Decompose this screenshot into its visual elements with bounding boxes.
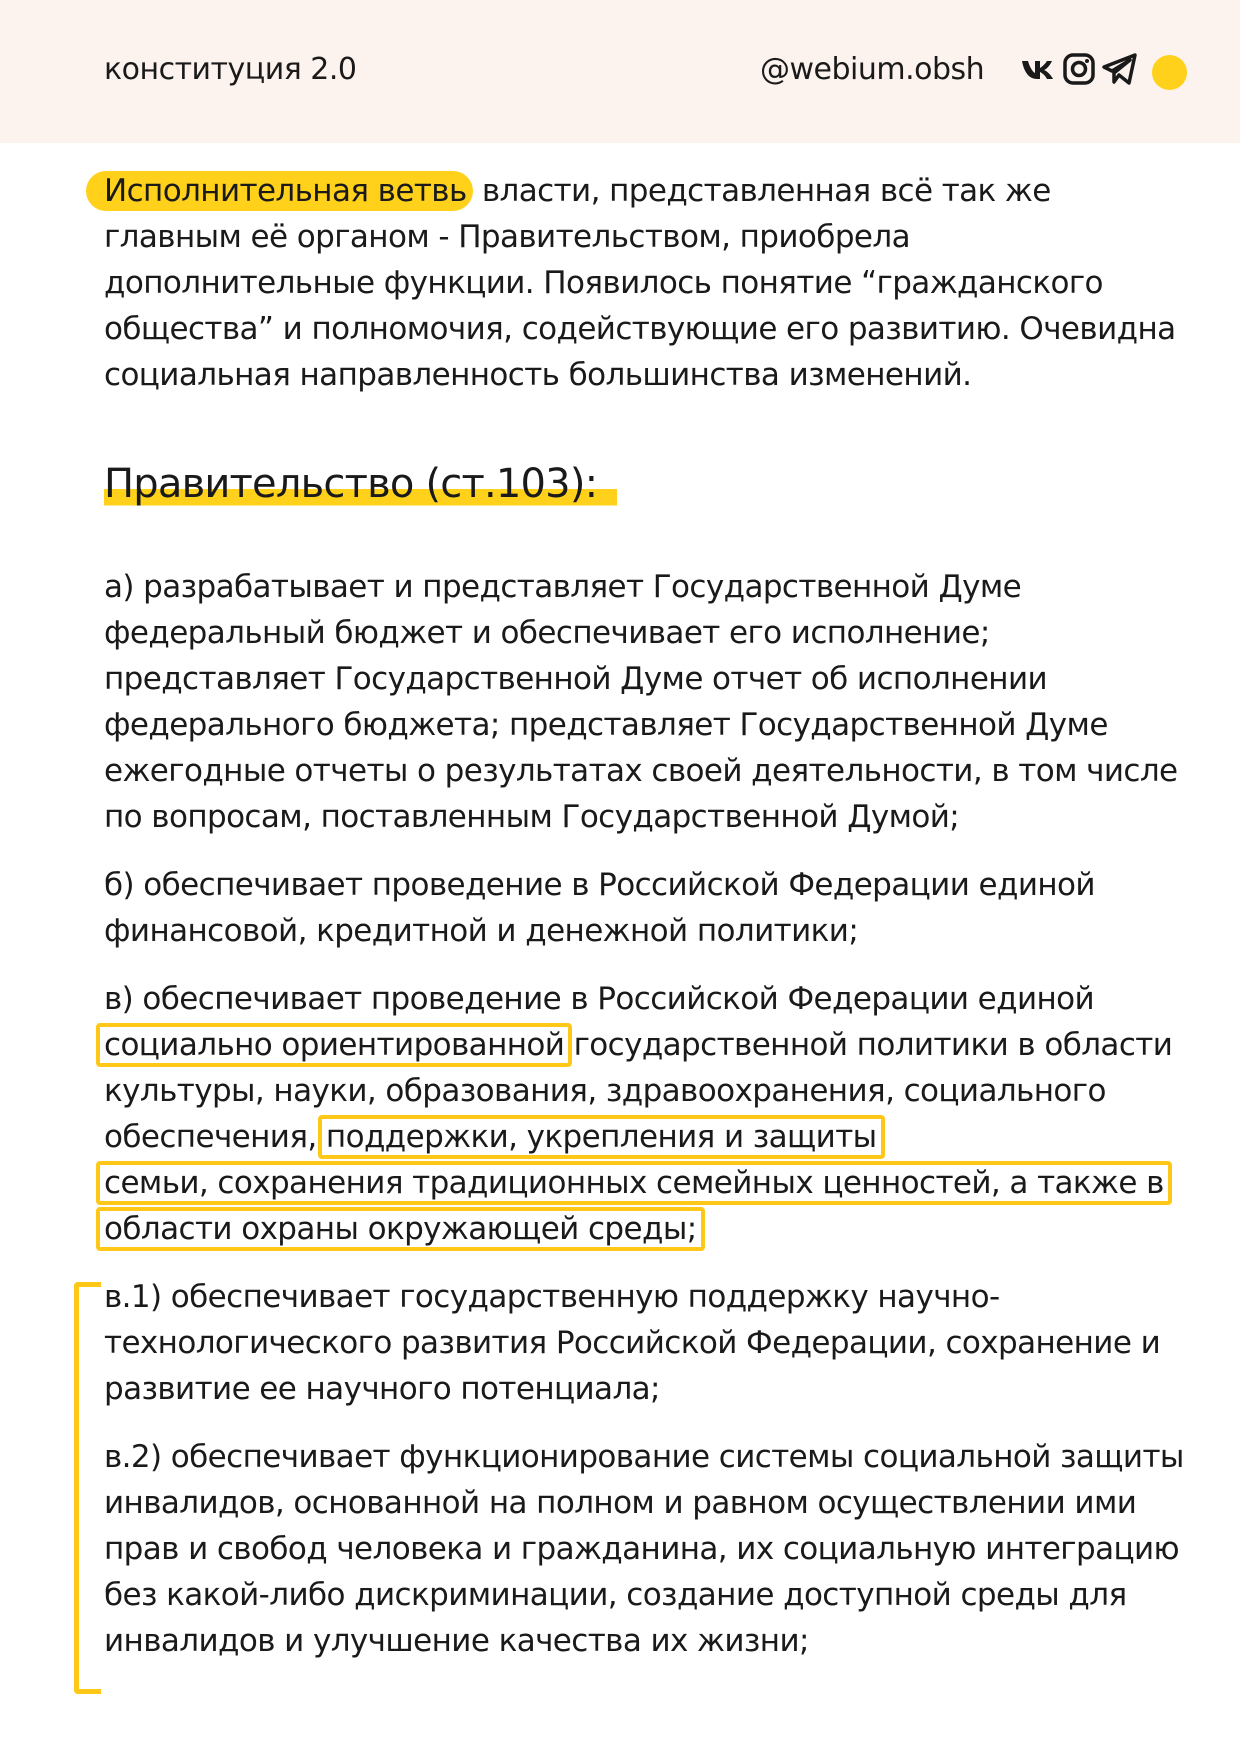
- item-v1: в.1) обеспечивает государственную поддержку научно-технологического развития Российской Федерации, сохранение и развитие ее научного потенциала;: [104, 1279, 1161, 1407]
- boxed-phrase: социально ориентированной: [96, 1023, 572, 1067]
- document-body: [104, 168, 1184, 1664]
- highlighted-phrase: Исполнительная ветвь: [86, 171, 473, 211]
- social-handle[interactable]: @webium.obsh: [760, 52, 985, 87]
- vk-icon[interactable]: [1020, 54, 1056, 84]
- section-heading: Правительство (ст.103):: [104, 454, 617, 514]
- item-v-text-1: в) обеспечивает проведение в Российской Федерации единой: [104, 981, 1095, 1017]
- intro-text: власти, представленная всё так же главным её органом - Правительством, приобрела дополнительные функции. Появилось понятие “гражданского общества” и полномочия, содействующие его развитию. Очевидна социальная направленность большинства изменений.: [104, 173, 1176, 393]
- item-v: [104, 976, 1184, 1252]
- item-v2: в.2) обеспечивает функционирование системы социальной защиты инвалидов, основанной на полном и равном осуществлении ими прав и свобод человека и гражданина, их социальную интеграцию без какой-либо дискриминации, создание доступной среды для инвалидов и улучшение качества их жизни;: [104, 1439, 1184, 1659]
- brand-title: конституция 2.0: [104, 52, 357, 87]
- boxed-phrase: семьи, сохранения традиционных семейных ценностей, а также в: [96, 1161, 1172, 1205]
- boxed-phrase: поддержки, укрепления и защиты: [318, 1115, 885, 1159]
- boxed-phrase: области охраны окружающей среды;: [96, 1207, 705, 1251]
- telegram-icon[interactable]: [1102, 52, 1138, 86]
- accent-dot: [1152, 55, 1187, 90]
- intro-paragraph: [104, 168, 1184, 398]
- item-a: а) разрабатывает и представляет Государственной Думе федеральный бюджет и обеспечивает его исполнение; представляет Государственной Думе отчет об исполнении федерального бюджета; представляет Государственной Думе ежегодные отчеты о результатах своей деятельности, в том числе по вопросам, поставленным Государственной Думой;: [104, 569, 1178, 835]
- header-bar: [0, 0, 1240, 143]
- item-b: б) обеспечивает проведение в Российской Федерации единой финансовой, кредитной и денежной политики;: [104, 867, 1095, 949]
- bracket-marker: [74, 1282, 101, 1694]
- social-icons: [1020, 52, 1138, 86]
- instagram-icon[interactable]: [1062, 52, 1096, 86]
- item-v-text-2: государственной политики в области культуры, науки, образования, здравоохранения, социального обеспечения,: [104, 1027, 1173, 1155]
